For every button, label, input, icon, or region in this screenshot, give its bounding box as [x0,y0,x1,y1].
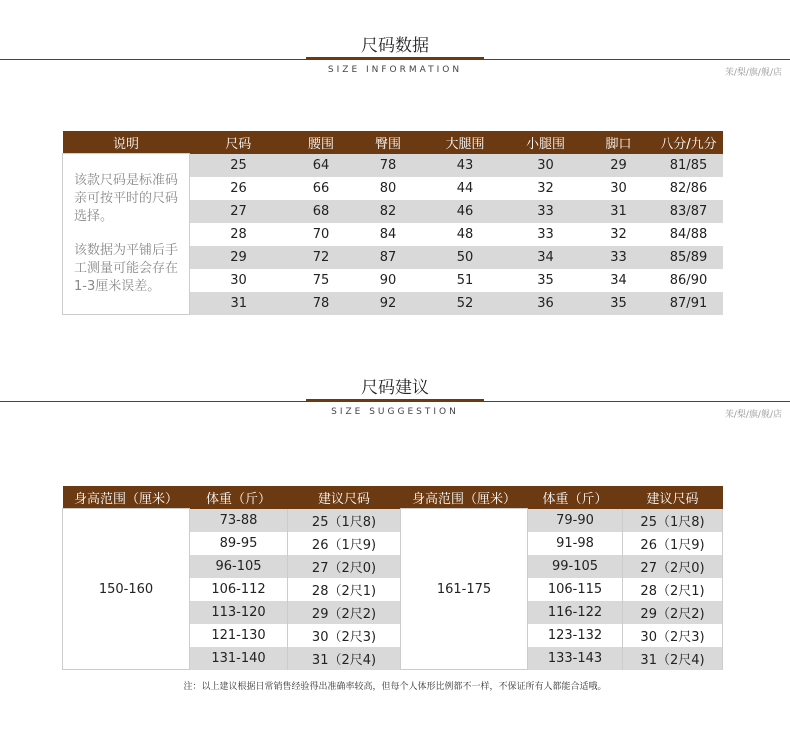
table-cell: 84/88 [669,226,708,242]
table-cell: 78 [379,157,397,173]
table-cell: 50 [456,249,474,265]
header-cell: 身高范围（厘米） [63,486,190,509]
size-info-header-row [63,131,723,154]
table-cell: 87 [379,249,397,265]
table-cell: 90 [379,272,397,288]
table-cell: 73-88 [190,509,288,532]
header-cell: 建议尺码 [623,486,723,509]
table-cell: 116-122 [528,601,623,624]
table-cell: 29（2尺2) [623,601,723,624]
table-cell: 30 [610,180,627,196]
size-suggestion-table [62,486,723,670]
suggestion-footnote: 注：以上建议根据日常销售经验得出准确率较高，但每个人体形比例都不一样，不保证所有人都能合适哦。 [183,682,607,692]
header-cell: 尺码 [190,131,288,154]
right-height-range: 161-175 [401,509,528,670]
size-note-line: 该款尺码是标准码亲可按平时的尺码选择。 [74,173,179,224]
size-note-line: 该数据为平铺后手工测量可能会存在1-3厘米误差。 [74,243,179,294]
table-cell: 133-143 [528,647,623,670]
table-cell: 72 [312,249,330,265]
size-info-title: 尺码数据 [361,36,429,56]
table-cell: 44 [456,180,474,196]
header-cell: 臀围 [355,131,422,154]
table-cell: 80 [379,180,397,196]
table-cell: 26 [230,180,247,196]
header-cell: 建议尺码 [288,486,401,509]
table-cell: 48 [456,226,474,242]
table-cell: 30（2尺3) [623,624,723,647]
table-cell: 81/85 [669,157,708,173]
table-cell: 78 [312,295,330,311]
table-cell: 75 [312,272,330,288]
header-cell: 大腿围 [422,131,509,154]
table-cell: 30（2尺3) [288,624,401,647]
table-cell: 87/91 [669,295,708,311]
table-cell: 33 [537,226,554,242]
table-cell: 31 [610,203,627,219]
brand-label: 茉/梨/旗/舰/店 [724,68,782,78]
table-row [63,154,723,177]
table-cell: 64 [312,157,330,173]
table-cell: 82 [379,203,397,219]
table-cell: 68 [312,203,330,219]
table-cell: 43 [456,157,474,173]
table-cell: 30 [230,272,247,288]
table-cell: 89-95 [190,532,288,555]
table-cell: 51 [456,272,474,288]
table-cell: 26（1尺9) [623,532,723,555]
table-cell: 28 [230,226,247,242]
table-cell: 99-105 [528,555,623,578]
header-cell: 八分/九分 [655,131,723,154]
header-cell: 体重（斤） [190,486,288,509]
table-cell: 33 [610,249,627,265]
table-cell: 46 [456,203,474,219]
header-cell: 说明 [63,131,190,154]
table-cell: 70 [312,226,330,242]
table-cell: 36 [537,295,554,311]
table-cell: 28（2尺1) [623,578,723,601]
table-cell: 79-90 [528,509,623,532]
table-cell: 34 [537,249,554,265]
table-cell: 27（2尺0) [623,555,723,578]
size-suggestion-rule-accent [306,399,484,402]
left-height-range: 150-160 [63,509,190,670]
table-cell: 106-112 [190,578,288,601]
header-cell: 身高范围（厘米） [401,486,528,509]
table-cell: 25（1尺8) [288,509,401,532]
size-suggestion-header-row [63,486,723,509]
table-cell: 84 [379,226,397,242]
table-cell: 34 [610,272,627,288]
size-info-rule-accent [306,57,484,60]
table-cell: 86/90 [669,272,708,288]
table-cell: 123-132 [528,624,623,647]
table-cell: 113-120 [190,601,288,624]
table-row [63,509,723,532]
table-cell: 30 [537,157,554,173]
table-cell: 52 [456,295,474,311]
table-cell: 91-98 [528,532,623,555]
header-cell: 体重（斤） [528,486,623,509]
table-cell: 31（2尺4) [288,647,401,670]
header-cell: 小腿围 [509,131,583,154]
table-cell: 82/86 [669,180,708,196]
table-cell: 83/87 [669,203,708,219]
table-cell: 26（1尺9) [288,532,401,555]
table-cell: 31（2尺4) [623,647,723,670]
table-cell: 33 [537,203,554,219]
table-cell: 131-140 [190,647,288,670]
table-cell: 32 [610,226,627,242]
header-cell: 腰围 [288,131,355,154]
table-cell: 106-115 [528,578,623,601]
size-info-table [62,131,723,315]
table-cell: 92 [379,295,397,311]
size-note [63,154,190,315]
table-cell: 32 [537,180,554,196]
table-cell: 25（1尺8) [623,509,723,532]
header-cell: 脚口 [583,131,655,154]
table-cell: 96-105 [190,555,288,578]
table-cell: 29 [610,157,627,173]
table-cell: 35 [537,272,554,288]
size-suggestion-title: 尺码建议 [361,378,429,398]
table-cell: 29 [230,249,247,265]
size-suggestion-subtitle: SIZE SUGGESTION [331,407,459,417]
table-cell: 35 [610,295,627,311]
table-cell: 85/89 [669,249,708,265]
table-cell: 28（2尺1) [288,578,401,601]
table-cell: 27（2尺0) [288,555,401,578]
table-cell: 66 [312,180,330,196]
brand-label: 茉/梨/旗/舰/店 [724,410,782,420]
table-cell: 25 [230,157,247,173]
size-info-subtitle: SIZE INFORMATION [327,65,463,75]
table-cell: 31 [230,295,248,311]
table-cell: 121-130 [190,624,288,647]
table-cell: 29（2尺2) [288,601,401,624]
table-cell: 27 [230,203,247,219]
